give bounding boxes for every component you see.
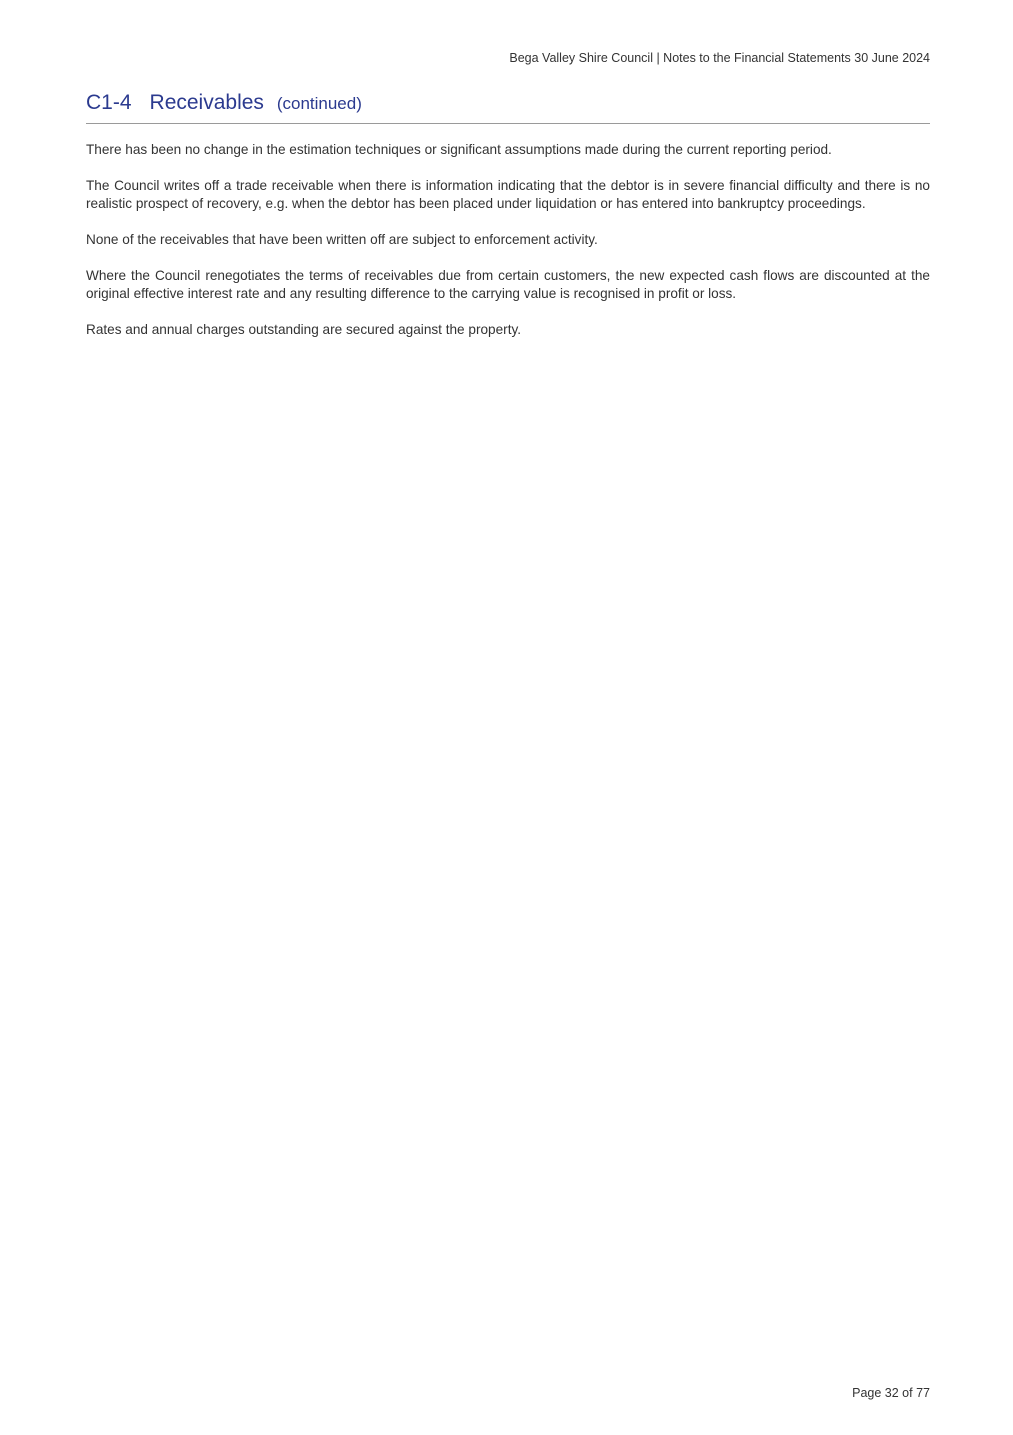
paragraph-rates-secured: Rates and annual charges outstanding are secured against the property. — [86, 322, 522, 337]
body-text — [86, 141, 930, 357]
page-number: Page 32 of 77 — [852, 1386, 930, 1400]
paragraph-enforcement-activity: None of the receivables that have been written off are subject to enforcement activity. — [86, 232, 598, 247]
section-heading — [86, 80, 362, 117]
heading-divider — [86, 123, 930, 124]
section-number: C1-4 — [86, 91, 132, 114]
section-continued-label: (continued) — [276, 94, 362, 113]
running-header: Bega Valley Shire Council | Notes to the Financial Statements 30 June 2024 — [509, 51, 930, 65]
paragraph-renegotiation: Where the Council renegotiates the terms of receivables due from certain customers, the new expected cash flows are discounted at the original effective interest rate and any resulting difference to the carrying value is recognised in profit or loss. — [86, 268, 930, 301]
paragraph-estimation-techniques: There has been no change in the estimation techniques or significant assumptions made during the current reporting period. — [86, 142, 832, 157]
section-title: Receivables — [149, 91, 264, 114]
paragraph-write-off-policy: The Council writes off a trade receivable when there is information indicating that the debtor is in severe financial difficulty and there is no realistic prospect of recovery, e.g. when the debtor has been placed under liquidation or has entered into bankruptcy proceedings. — [86, 178, 930, 211]
